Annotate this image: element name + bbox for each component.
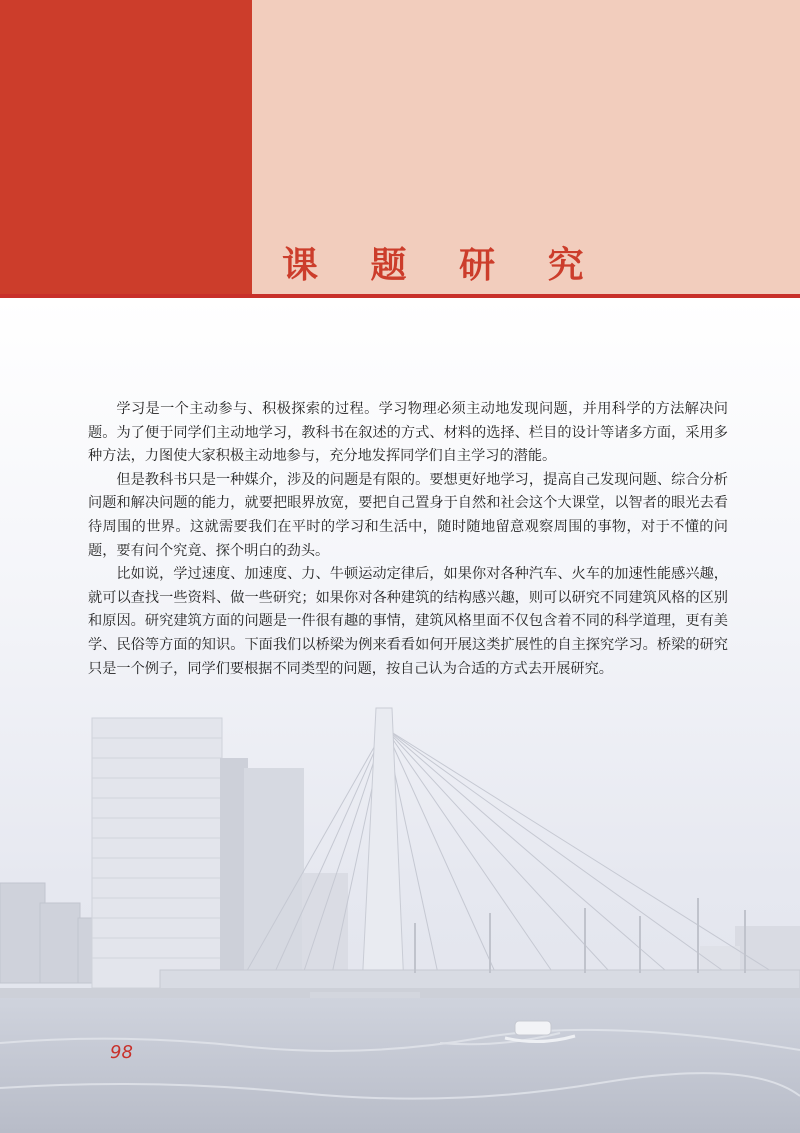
header-red-band	[0, 0, 252, 296]
body-text	[88, 398, 728, 681]
header-rule	[0, 294, 800, 298]
page-number: 98	[110, 1042, 133, 1063]
river-water	[0, 998, 800, 1133]
section-title: 课 题 研 究	[282, 244, 604, 286]
paragraph: 但是教科书只是一种媒介，涉及的问题是有限的。要想更好地学习，提高自己发现问题、综合分析问题和解决问题的能力，就要把眼界放宽，要把自己置身于自然和社会这个大课堂，以智者的眼光去看待周围的世界。这就需要我们在平时的学习和生活中，随时随地留意观察周围的事物，对于不懂的问题，要有问个究竟、探个明白的劲头。	[88, 471, 728, 559]
paragraph: 比如说，学过速度、加速度、力、牛顿运动定律后，如果你对各种汽车、火车的加速性能感兴趣，就可以查找一些资料、做一些研究；如果你对各种建筑的结构感兴趣，则可以研究不同建筑风格的区别和原因。研究建筑方面的问题是一件很有趣的事情，建筑风格里面不仅包含着不同的科学道理，更有美学、民俗等方面的知识。下面我们以桥梁为例来看看如何开展这类扩展性的自主探究学习。桥梁的研究只是一个例子，同学们要根据不同类型的问题，按自己认为合适的方式去开展研究。	[88, 566, 728, 677]
paragraph: 学习是一个主动参与、积极探索的过程。学习物理必须主动地发现问题，并用科学的方法解决问题。为了便于同学们主动地学习，教科书在叙述的方式、材料的选择、栏目的设计等诸多方面，采用多种方法，力图使大家积极主动地参与，充分地发挥同学们自主学习的潜能。	[88, 401, 728, 465]
